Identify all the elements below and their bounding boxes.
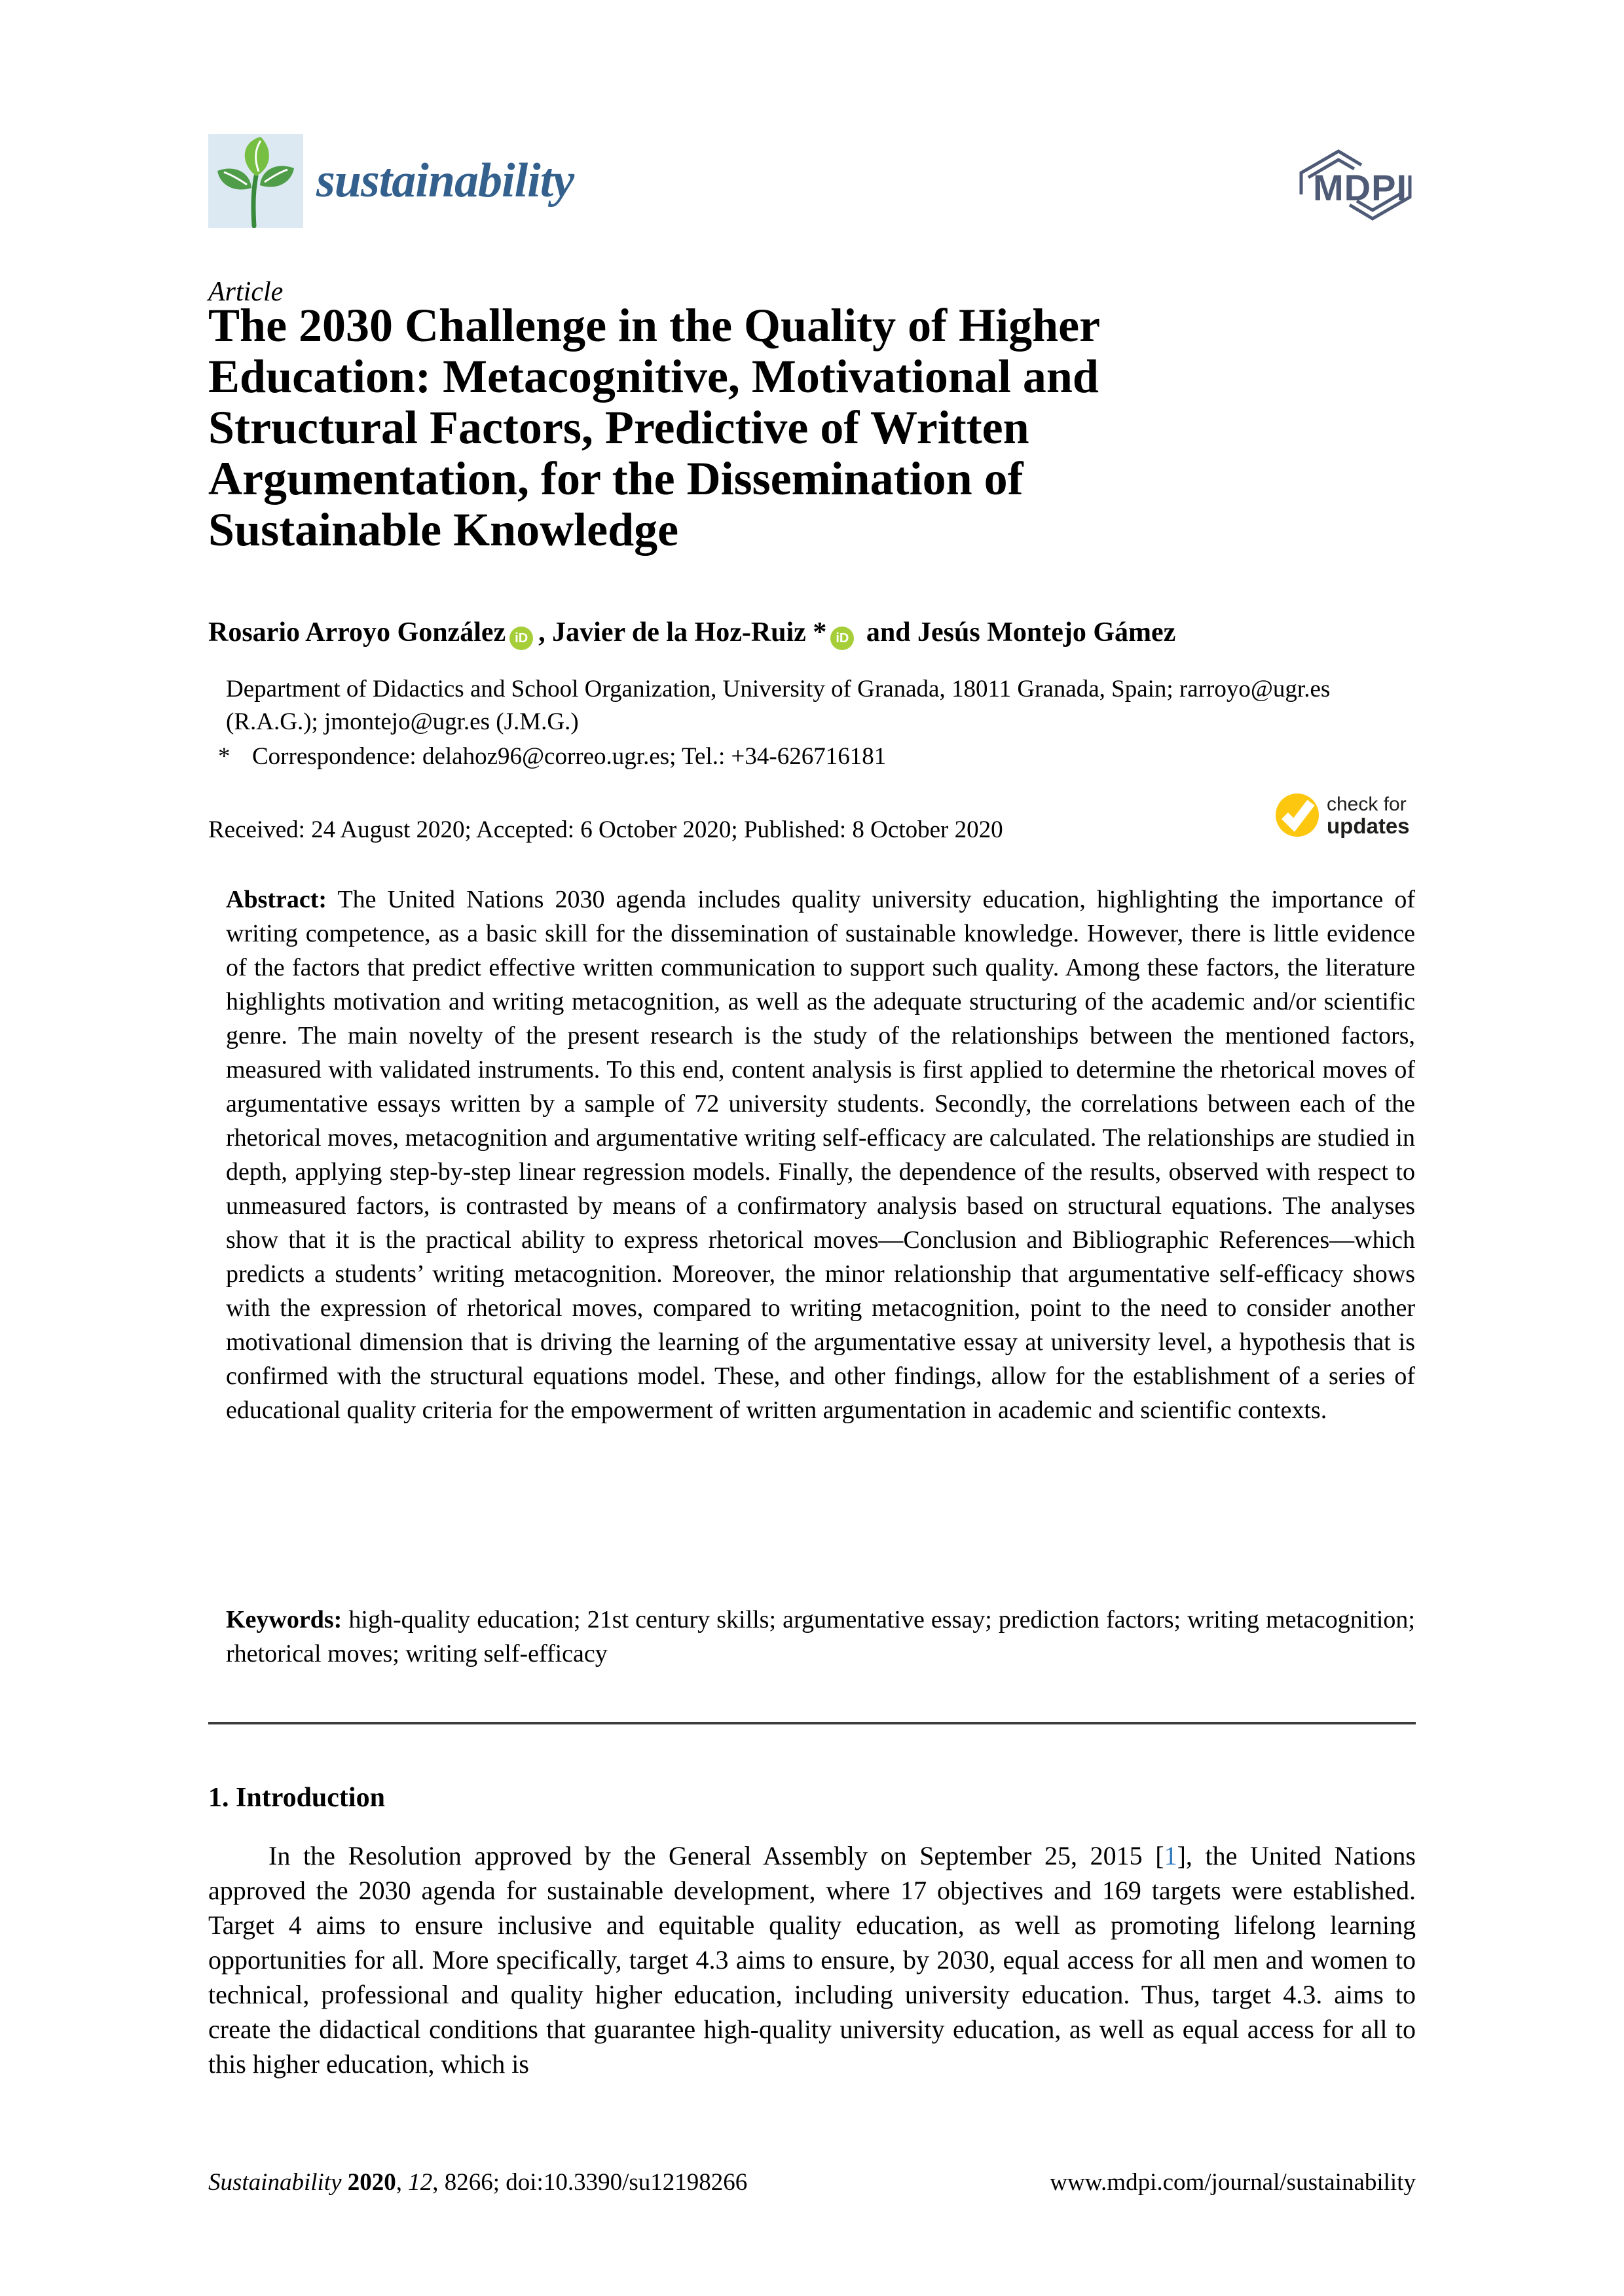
paper-title bbox=[208, 300, 1387, 555]
author-name: Rosario Arroyo González bbox=[208, 617, 506, 647]
badge-line1: check for bbox=[1327, 793, 1407, 815]
section-divider bbox=[208, 1722, 1416, 1724]
footer-volume: 12 bbox=[408, 2169, 433, 2196]
abstract-label: Abstract: bbox=[226, 886, 327, 913]
section-heading-introduction: 1. Introduction bbox=[208, 1783, 385, 1813]
correspondence-marker: * bbox=[218, 743, 231, 770]
svg-text:MDPI: MDPI bbox=[1313, 167, 1407, 208]
author-name: and Jesús Montejo Gámez bbox=[859, 617, 1176, 647]
correspondence-text: Correspondence: delahoz96@correo.ugr.es; Tel.: +34-626716181 bbox=[252, 743, 887, 770]
check-icon bbox=[1276, 793, 1319, 837]
orcid-icon[interactable]: iD bbox=[830, 627, 854, 650]
badge-line2: updates bbox=[1327, 814, 1410, 838]
title-line: Argumentation, for the Dissemination of bbox=[208, 452, 1024, 505]
title-line: Education: Metacognitive, Motivational and bbox=[208, 350, 1099, 403]
title-line: Sustainable Knowledge bbox=[208, 503, 679, 556]
journal-wordmark: sustainability bbox=[316, 154, 574, 208]
abstract bbox=[226, 883, 1415, 1427]
paragraph-text: In the Resolution approved by the General Assembly on September 25, 2015 [ bbox=[268, 1841, 1164, 1870]
journal-logo bbox=[208, 134, 303, 228]
author-line bbox=[208, 617, 1416, 650]
citation-link[interactable]: 1 bbox=[1164, 1841, 1177, 1870]
footer-sep: , bbox=[396, 2169, 409, 2196]
keywords-text: high-quality education; 21st century skills; argumentative essay; prediction factors; writing metacognition; rhetorical moves; writing self-efficacy bbox=[226, 1606, 1415, 1667]
badge-text bbox=[1327, 793, 1410, 837]
footer-doi: , 8266; doi:10.3390/su12198266 bbox=[432, 2169, 748, 2196]
mdpi-hexagon-icon bbox=[1299, 149, 1412, 221]
orcid-icon[interactable]: iD bbox=[509, 627, 533, 650]
footer-year: 2020 bbox=[341, 2169, 396, 2196]
title-line: Structural Factors, Predictive of Written bbox=[208, 401, 1029, 454]
footer-journal-url[interactable]: www.mdpi.com/journal/sustainability bbox=[1050, 2169, 1416, 2196]
keywords-label: Keywords: bbox=[226, 1606, 342, 1633]
footer-citation bbox=[208, 2168, 747, 2196]
keywords bbox=[226, 1603, 1415, 1671]
check-for-updates-badge[interactable] bbox=[1276, 793, 1410, 837]
introduction-paragraph bbox=[208, 1838, 1416, 2081]
paragraph-text: ], the United Nations approved the 2030 agenda for sustainable development, where 17 objectives and 169 targets were established. Target 4 aims to ensure inclusive and equitable quality education, as well as promoting lifelong learning opportunities for all. More specifically, target 4.3 aims to ensure, by 2030, equal access for all men and women to technical, professional and quality higher education, including university education. Thus, target 4.3. aims to create the didactical conditions that guarantee high-quality university education, as well as equal access for all to this higher education, which is bbox=[208, 1841, 1416, 2079]
affiliation: Department of Didactics and School Organization, University of Granada, 18011 Granada, Spain; rarroyo@ugr.es (R.A.G.); jmontejo@ugr.es (J.M.G.) bbox=[226, 676, 1331, 735]
abstract-text: The United Nations 2030 agenda includes quality university education, highlighting the importance of writing competence, as a basic skill for the dissemination of sustainable knowledge. However, there is little evidence of the factors that predict effective written communication to support such quality. Among these factors, the literature highlights motivation and writing metacognition, as well as the adequate structuring of the academic and/or scientific genre. The main novelty of the present research is the study of the relationships between the mentioned factors, measured with validated instruments. To this end, content analysis is first applied to determine the rhetorical moves of argumentative essays written by a sample of 72 university students. Secondly, the correlations between each of the rhetorical moves, metacognition and argumentative writing self-efficacy are calculated. The relationships are studied in depth, applying step-by-step linear regression models. Finally, the dependence of the results, observed with respect to unmeasured factors, is contrasted by means of a confirmatory analysis based on structural equations. The analyses show that it is the practical ability to express rhetorical moves—Conclusion and Bibliographic References—which predicts a students’ writing metacognition. Moreover, the minor relationship that argumentative self-efficacy shows with the expression of rhetorical moves, compared to writing metacognition, point to the need to consider another motivational dimension that is driving the learning of the argumentative essay at university level, a hypothesis that is confirmed with the structural equations model. These, and other findings, allow for the establishment of a series of educational quality criteria for the empowerment of written argumentation in academic and scientific contexts. bbox=[226, 886, 1415, 1424]
article-type-label: Article bbox=[208, 277, 284, 307]
title-line: The 2030 Challenge in the Quality of Higher bbox=[208, 299, 1101, 352]
correspondence-line bbox=[218, 742, 1415, 771]
author-name: , Javier de la Hoz-Ruiz * bbox=[538, 617, 827, 647]
footer-journal: Sustainability bbox=[208, 2169, 342, 2196]
plant-icon bbox=[208, 134, 303, 228]
dates-line: Received: 24 August 2020; Accepted: 6 October 2020; Published: 8 October 2020 bbox=[208, 816, 1003, 843]
mdpi-logo bbox=[1299, 149, 1412, 221]
